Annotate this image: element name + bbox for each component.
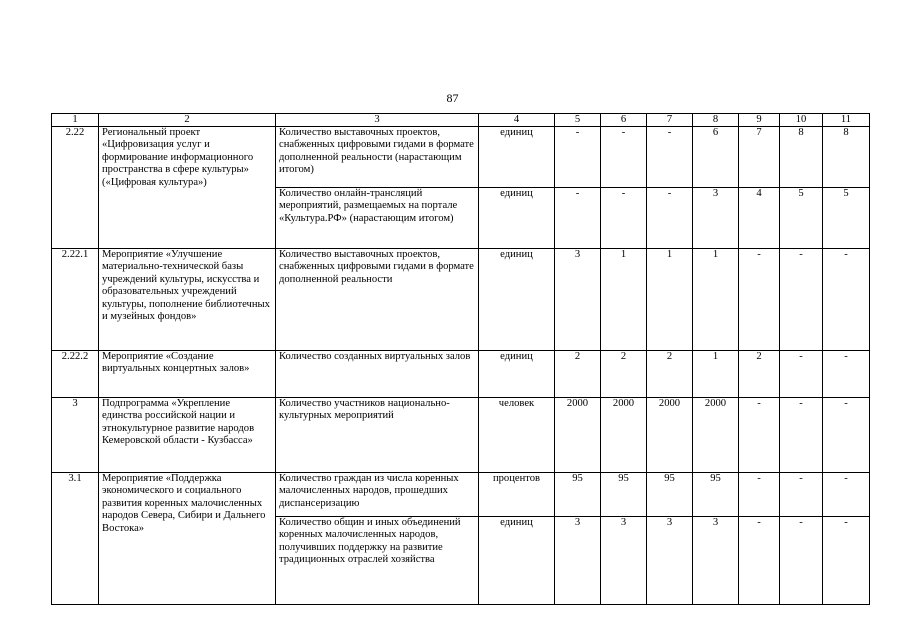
row-code: 2.22.1 (52, 249, 99, 351)
header-cell: 3 (276, 114, 479, 127)
row-code: 2.22.2 (52, 351, 99, 398)
value-cell: 3 (555, 249, 601, 351)
value-cell: 2000 (693, 398, 739, 473)
value-cell: - (739, 398, 780, 473)
header-cell: 2 (99, 114, 276, 127)
value-cell: - (601, 127, 647, 188)
column-number-row (52, 114, 870, 127)
unit-cell: единиц (479, 127, 555, 188)
table-row (52, 351, 870, 398)
value-cell: 3 (647, 517, 693, 605)
indicator-text: Количество выставочных проектов, снабженных цифровыми гидами в формате дополненной реальности (276, 249, 479, 351)
indicator-text: Количество выставочных проектов, снабженных цифровыми гидами в формате дополненной реальности (нарастающим итогом) (276, 127, 479, 188)
value-cell: 8 (780, 127, 823, 188)
value-cell: 6 (693, 127, 739, 188)
value-cell: 2000 (555, 398, 601, 473)
unit-cell: единиц (479, 249, 555, 351)
header-cell: 10 (780, 114, 823, 127)
unit-cell: процентов (479, 473, 555, 517)
indicator-text: Количество онлайн-трансляций мероприятий, размещаемых на портале «Культура.РФ» (нарастающим итогом) (276, 188, 479, 249)
header-cell: 5 (555, 114, 601, 127)
indicator-text: Количество граждан из числа коренных малочисленных народов, прошедших диспансеризацию (276, 473, 479, 517)
indicator-text: Количество общин и иных объединений коренных малочисленных народов, получивших поддержку на развитие традиционных отраслей хозяйства (276, 517, 479, 605)
value-cell: - (780, 398, 823, 473)
header-cell: 6 (601, 114, 647, 127)
header-cell: 11 (823, 114, 870, 127)
value-cell: 5 (823, 188, 870, 249)
indicator-text: Количество созданных виртуальных залов (276, 351, 479, 398)
row-code: 3.1 (52, 473, 99, 605)
indicator-text: Количество участников национально-культурных мероприятий (276, 398, 479, 473)
value-cell: - (780, 249, 823, 351)
header-cell: 9 (739, 114, 780, 127)
value-cell: - (780, 351, 823, 398)
header-cell: 1 (52, 114, 99, 127)
value-cell: 2000 (601, 398, 647, 473)
value-cell: - (555, 127, 601, 188)
value-cell: 95 (555, 473, 601, 517)
row-name: Подпрограмма «Укрепление единства российской нации и этнокультурное развитие народов Кемеровской области - Кузбасса» (99, 398, 276, 473)
value-cell: 1 (601, 249, 647, 351)
page-number: 87 (446, 91, 459, 105)
indicators-table (51, 113, 870, 605)
value-cell: - (739, 517, 780, 605)
row-name: Мероприятие «Улучшение материально-технической базы учреждений культуры, искусства и образовательных учреждений культуры, пополнение библиотечных и музейных фондов» (99, 249, 276, 351)
row-name: Мероприятие «Создание виртуальных концертных залов» (99, 351, 276, 398)
header-cell: 4 (479, 114, 555, 127)
value-cell: 1 (647, 249, 693, 351)
value-cell: - (739, 473, 780, 517)
unit-cell: единиц (479, 517, 555, 605)
value-cell: 95 (647, 473, 693, 517)
value-cell: 5 (780, 188, 823, 249)
value-cell: 7 (739, 127, 780, 188)
value-cell: - (780, 517, 823, 605)
value-cell: 1 (693, 249, 739, 351)
value-cell: 95 (693, 473, 739, 517)
value-cell: 1 (693, 351, 739, 398)
value-cell: 3 (555, 517, 601, 605)
table-row (52, 473, 870, 517)
value-cell: 3 (601, 517, 647, 605)
value-cell: - (647, 188, 693, 249)
value-cell: - (780, 473, 823, 517)
row-name: Мероприятие «Поддержка экономического и социального развития коренных малочисленных народов Севера, Сибири и Дальнего Востока» (99, 473, 276, 605)
header-cell: 8 (693, 114, 739, 127)
value-cell: - (601, 188, 647, 249)
value-cell: - (823, 473, 870, 517)
unit-cell: единиц (479, 351, 555, 398)
unit-cell: человек (479, 398, 555, 473)
table-row (52, 398, 870, 473)
value-cell: 4 (739, 188, 780, 249)
value-cell: - (823, 398, 870, 473)
value-cell: - (823, 249, 870, 351)
value-cell: 95 (601, 473, 647, 517)
table-row (52, 249, 870, 351)
value-cell: - (739, 249, 780, 351)
value-cell: - (555, 188, 601, 249)
header-cell: 7 (647, 114, 693, 127)
row-name: Региональный проект «Цифровизация услуг и формирование информационного пространства в сфере культуры» («Цифровая культура») (99, 127, 276, 249)
value-cell: - (647, 127, 693, 188)
value-cell: 3 (693, 517, 739, 605)
value-cell: 2 (739, 351, 780, 398)
row-code: 3 (52, 398, 99, 473)
value-cell: 2000 (647, 398, 693, 473)
value-cell: 2 (555, 351, 601, 398)
value-cell: 8 (823, 127, 870, 188)
table-row (52, 127, 870, 188)
row-code: 2.22 (52, 127, 99, 249)
value-cell: - (823, 517, 870, 605)
unit-cell: единиц (479, 188, 555, 249)
value-cell: 2 (647, 351, 693, 398)
value-cell: 2 (601, 351, 647, 398)
value-cell: - (823, 351, 870, 398)
value-cell: 3 (693, 188, 739, 249)
